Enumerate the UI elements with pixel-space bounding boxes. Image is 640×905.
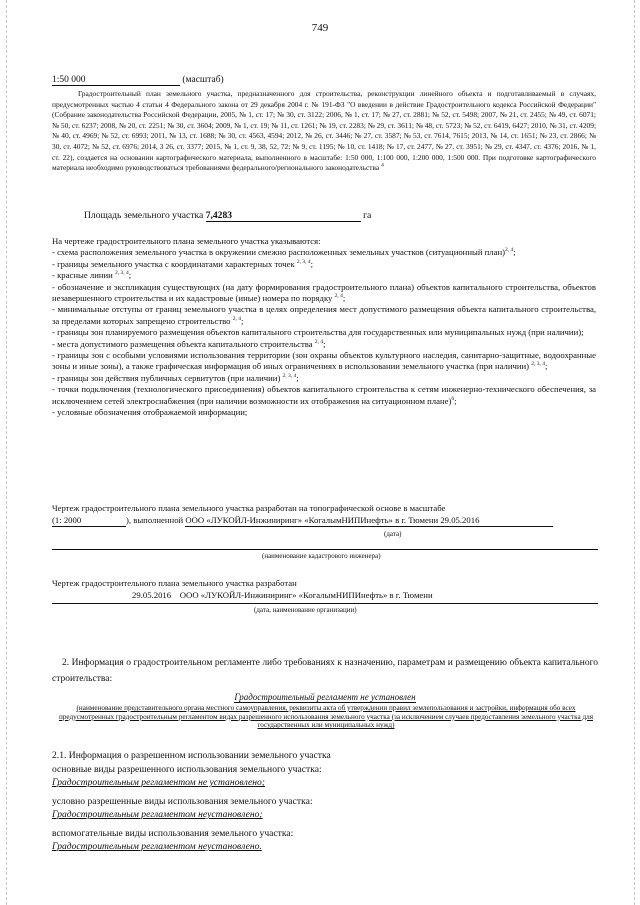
engineer-line: [52, 549, 598, 550]
dev-org: ООО «ЛУКОЙЛ-Инжиниринг» «КогалымНИПИнефть» в г. Тюмени: [179, 590, 433, 600]
list-item: - границы зон планируемого размещения объектов капитального строительства для государственных или муниципальных нужд (при наличии);: [52, 327, 584, 338]
dev-date: 29.05.2016: [132, 590, 172, 600]
page-number: 749: [311, 22, 329, 34]
area-value: 7,4283: [206, 210, 361, 222]
regulation-title: [52, 692, 598, 702]
scale-row: [52, 75, 224, 86]
area-unit: га: [363, 210, 372, 221]
area-label: Площадь земельного участка: [84, 210, 204, 221]
main-uses-label: основные виды разрешенного использования земельного участка:: [52, 764, 322, 775]
main-uses-value: Градостроительным регламентом не установлено;: [52, 777, 266, 788]
engineer-caption: (наименование кадастрового инженера): [262, 552, 381, 560]
topo-scale: (1: 2000: [52, 515, 126, 527]
drawing-dev-line: Чертеж градостроительного плана земельного участка разработан: [52, 578, 297, 588]
scale-value: 1:50 000: [52, 75, 180, 86]
date-caption: (дата): [384, 530, 402, 538]
list-item: - минимальные отступы от границ земельного участка в целях определения мест допустимого размещения объекта капитального строительства, за пределами которых запрещено строительство $^{2, 4}$;: [52, 304, 596, 326]
cond-uses-label: условно разрешенные виды использования земельного участка:: [52, 796, 313, 807]
aux-uses-value: Градостроительным регламентом неустановлено.: [52, 841, 262, 852]
regulation-caption: (наименование представительного органа местного самоуправления, реквизиты акта об утверждении правил землепользования и застройки, информация обо всех предусмотренных градостроительным регламентом видах разрешенного использования земельного участка (за исключением случаев предоставления земельного участка для государственных или муниципальных нужд): [58, 704, 593, 730]
list-item: - схема расположения земельного участка в окружении смежно расположенных земельных участков (ситуационный план)$^{2, 4}$;: [52, 247, 516, 258]
scale-label: (масштаб): [182, 75, 224, 85]
list-item: - красные линии $^{2, 3, 4}$;: [52, 270, 132, 281]
intro-paragraph: [52, 89, 596, 174]
area-row: [84, 210, 371, 222]
regulation-value: Градостроительный регламент не установлен: [234, 692, 416, 702]
topo-mid: ), выполненной: [126, 515, 184, 525]
topo-org: ООО «ЛУКОЙЛ-Инжиниринг» «КогалымНИПИнефть» в г. Тюмени 29.05.2016: [185, 515, 553, 527]
dev-line: [52, 603, 598, 604]
cond-uses-value: Градостроительным регламентом неустановлено;: [52, 809, 263, 820]
drawing-items-list: [52, 236, 596, 419]
list-item: - обозначение и экспликация существующих (на дату формирования градостроительного плана) объектов капитального строительства, объектов незавершенного строительства и их кадастровые (иные) номера по порядку $^{2, 4}$;: [52, 281, 596, 304]
list-item: - точки подключения (технологического присоединения) объектов капитального строительства к сетям инженерно-технического обеспечения, за исключением сетей электроснабжения (при наличии возможности их отображения на ситуационном плане)$^6$;: [52, 384, 596, 406]
aux-uses-label: вспомогательные виды использования земельного участка:: [52, 828, 294, 839]
scan-edge-right: [634, 0, 636, 905]
s21-title: 2.1. Информация о разрешенном использовании земельного участка: [52, 750, 331, 761]
dev-caption: (дата, наименование организации): [254, 606, 357, 614]
list-heading: На чертеже градостроительного плана земельного участка указываются:: [52, 236, 321, 246]
scan-edge-left: [6, 0, 8, 905]
list-item: - границы зон с особыми условиями использования территории (зон охраны объектов культурного наследия, санитарно-защитные, водоохранные зоны и иные зоны), а также графическая информация об иных ограничениях в использовании земельного участка (при наличии) $^{2, 3, 4}$;: [52, 350, 596, 372]
intro-footnote: 4: [381, 162, 384, 169]
intro-text: Градостроительный план земельного участка, предназначенного для строительства, реконструкции линейного объекта и подготавливаемый в случаях, предусмотренных частью 4 статьи 4 Федерального закона от 29 декабря 2004 г. № 191-ФЗ "О введении в действие Градостроительного кодекса Российской Федерации" (Собрание законодательства Российской Федерации, 2005, № 1, ст. 17; № 30, ст. 3122; 2006, № 1, ст. 17; № 27, ст. 2881; № 52, ст. 5498; 2007, № 21, ст. 2455; № 49, ст. 6071; № 50, ст. 6237; 2008, № 20, ст. 2251; № 30, ст. 3604; 2009, № 1, ст. 19; № 11, ст. 1261; № 19, ст. 2283; № 29, ст. 3611; № 48, ст. 5723; № 52, ст. 6419, 6427; 2010, № 31, ст. 4209; № 40, ст. 4969; № 52, ст. 6993; 2011, № 13, ст. 1688; № 30, ст. 4563, 4594; 2012, № 26, ст. 3446; № 27, ст. 3587; № 53, ст. 7614, 7615; 2013, № 14, ст. 1651; № 23, ст. 2866; № 30, ст. 4072; № 52, ст. 6976; 2014, 3 26, ст. 3377; 2015, № 1, ст. 9, 38, 52, 72; № 9, ст. 1195; № 10, ст. 1418; № 17, ст. 2477, № 27, ст. 3951; № 29, ст. 4347, ст. 4376; 2016, № 1, ст. 22), создается на основании картографического материала, выполненного в масштабе: 1:50 000, 1:100 000, 1:200 000, 1:500 000. При подготовке картографического материала необходимо руководствоваться требованиями федерального/регионального законодательства: [52, 89, 596, 173]
drawing-topo-line: Чертеж градостроительного плана земельного участка разработан на топографической основе в масштабе: [52, 503, 446, 513]
drawing-dev-line2: [52, 590, 602, 601]
list-item: - места допустимого размещения объекта капитального строительства $^{2, 4}$;: [52, 338, 326, 349]
section2-heading: 2. Информация о градостроительном регламенте либо требованиях к назначению, параметрам и размещению объекта капитального строительства:: [52, 658, 598, 684]
list-item: - границы зон действия публичных сервитутов (при наличии) $^{2, 3, 4}$;: [52, 372, 299, 383]
list-item: - границы земельного участка с координатами характерных точек $^{2, 3, 4}$;: [52, 258, 314, 269]
drawing-topo-line2: [52, 515, 600, 527]
list-item: - условные обозначения отображаемой информации;: [52, 407, 248, 418]
